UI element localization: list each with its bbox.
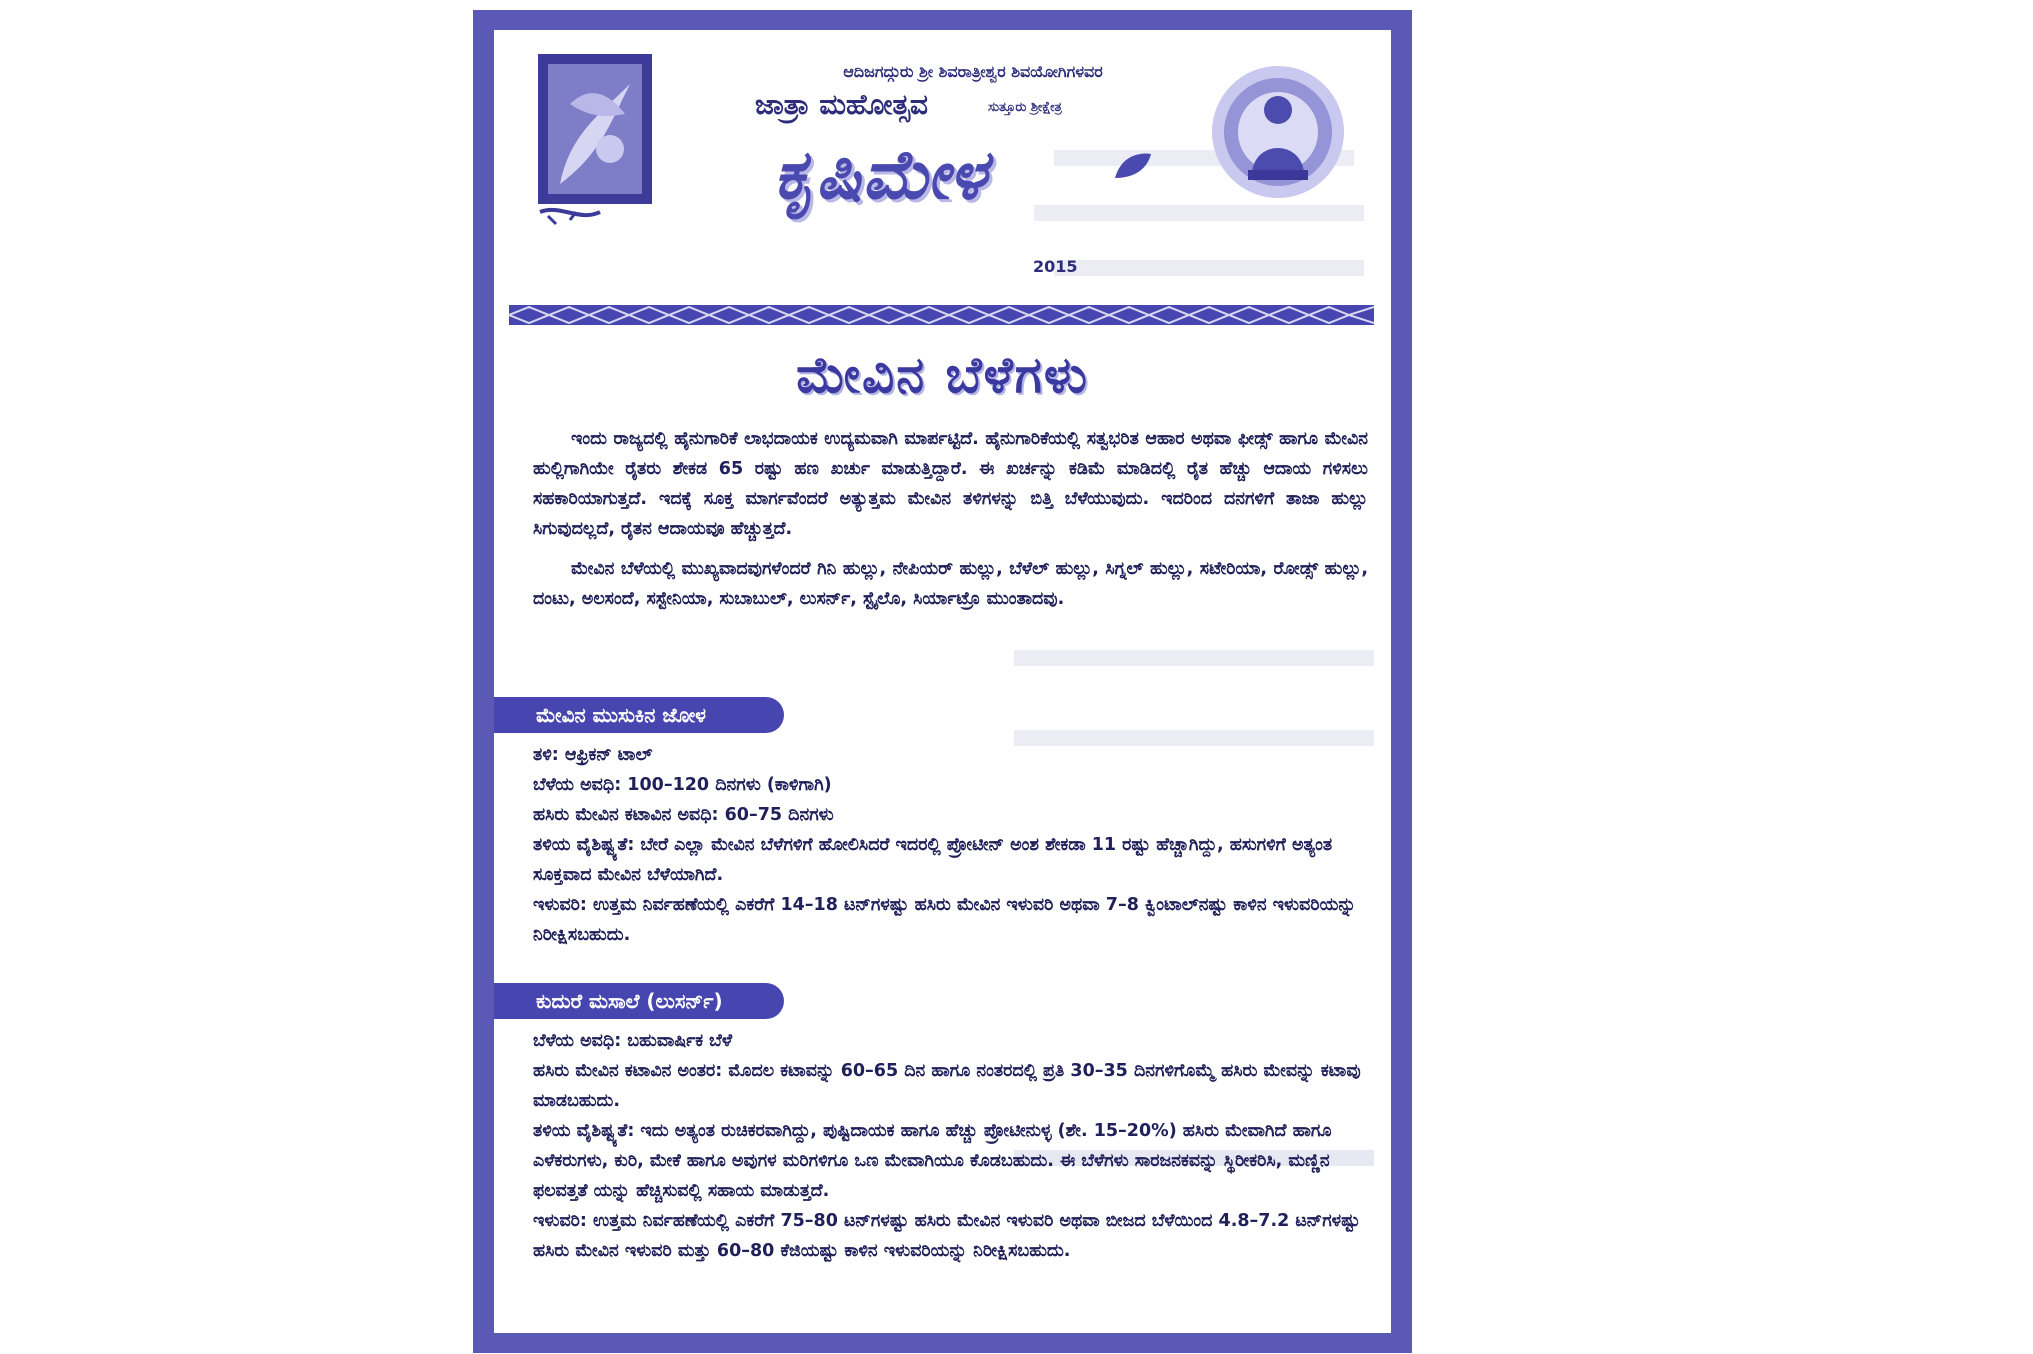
intro-text [533,424,1368,624]
decorative-leaf-artwork [530,44,660,234]
leaf-icon [1113,150,1153,180]
festival-place: ಸುತ್ತೂರು ಶ್ರೀಕ್ಷೇತ್ರ [988,100,1062,115]
flyer-page [473,10,1412,1353]
section-body-maize [533,740,1368,950]
bleed-through-line [1034,205,1364,221]
organizer-line: ಆದಿಜಗದ್ಗುರು ಶ್ರೀ ಶಿವರಾತ್ರೀಶ್ವರ ಶಿವಯೋಗಿಗಳವರ [843,62,1103,81]
section-heading-maize: ಮೇವಿನ ಮುಸುಕಿನ ಜೋಳ [494,697,784,733]
article-title: ಮೇವಿನ ಬೆಳೆಗಳು [796,346,1089,404]
section-heading-lucerne: ಕುದುರೆ ಮಸಾಲೆ (ಲುಸರ್ನ್) [494,983,784,1019]
detail-row: ಬೆಳೆಯ ಅವಧಿ: ಬಹುವಾರ್ಷಿಕ ಬೆಳೆ [533,1031,733,1051]
section-body-lucerne [533,1026,1368,1266]
festival-title: ಜಾತ್ರಾ ಮಹೋತ್ಸವ [755,88,928,121]
year-label: 2015 [1033,257,1078,276]
detail-row: ಬೆಳೆಯ ಅವಧಿ: 100–120 ದಿನಗಳು (ಕಾಳಿಗಾಗಿ) [533,775,832,795]
detail-row: ತಳಿಯ ವೈಶಿಷ್ಟ್ಯತೆ: ಇದು ಅತ್ಯಂತ ರುಚಿಕರವಾಗಿದ್ದು, ಪುಷ್ಟಿದಾಯಕ ಹಾಗೂ ಹೆಚ್ಚು ಪ್ರೋಟೀನುಳ್ಳ (ಶೇ. 15–20%) ಹಸಿರು ಮೇವಾಗಿದೆ ಹಾಗೂ ಎಳೆಕರುಗಳು, ಕುರಿ, ಮೇಕೆ ಹಾಗೂ ಅವುಗಳ ಮರಿಗಳಿಗೂ ಒಣ ಮೇವಾಗಿಯೂ ಕೊಡಬಹುದು. ಈ ಬೆಳೆಗಳು ಸಾರಜನಕವನ್ನು ಸ್ಥಿರೀಕರಿಸಿ, ಮಣ್ಣಿನ ಫಲವತ್ತತೆ ಯನ್ನು ಹೆಚ್ಚಿಸುವಲ್ಲಿ ಸಹಾಯ ಮಾಡುತ್ತದೆ. [533,1121,1332,1201]
detail-row: ತಳಿಯ ವೈಶಿಷ್ಟ್ಯತೆ: ಬೇರೆ ಎಲ್ಲಾ ಮೇವಿನ ಬೆಳೆಗಳಿಗೆ ಹೋಲಿಸಿದರೆ ಇದರಲ್ಲಿ ಪ್ರೋಟೀನ್ ಅಂಶ ಶೇಕಡಾ 11 ರಷ್ಟು ಹೆಚ್ಚಾಗಿದ್ದು, ಹಸುಗಳಿಗೆ ಅತ್ಯಂತ ಸೂಕ್ತವಾದ ಮೇವಿನ ಬೆಳೆಯಾಗಿದೆ. [533,835,1333,885]
krishimela-logo: ಕೃಷಿಮೇಳ [773,135,987,215]
detail-row: ಇಳುವರಿ: ಉತ್ತಮ ನಿರ್ವಹಣೆಯಲ್ಲಿ ಎಕರೆಗೆ 75–80 ಟನ್‌ಗಳಷ್ಟು ಹಸಿರು ಮೇವಿನ ಇಳುವರಿ ಅಥವಾ ಬೀಜದ ಬೆಳೆಯಿಂದ 4.8–7.2 ಟನ್‌ಗಳಷ್ಟು ಹಸಿರು ಮೇವಿನ ಇಳುವರಿ ಮತ್ತು 60–80 ಕೆಜಿಯಷ್ಟು ಕಾಳಿನ ಇಳುವರಿಯನ್ನು ನಿರೀಕ್ಷಿಸಬಹುದು. [533,1211,1360,1261]
detail-row: ಇಳುವರಿ: ಉತ್ತಮ ನಿರ್ವಹಣೆಯಲ್ಲಿ ಎಕರೆಗೆ 14–18 ಟನ್‌ಗಳಷ್ಟು ಹಸಿರು ಮೇವಿನ ಇಳುವರಿ ಅಥವಾ 7–8 ಕ್ವಿಂಟಾಲ್‌ನಷ್ಟು ಕಾಳಿನ ಇಳುವರಿಯನ್ನು ನಿರೀಕ್ಷಿಸಬಹುದು. [533,895,1356,945]
ornamental-border-band [509,302,1374,328]
intro-paragraph: ಇಂದು ರಾಜ್ಯದಲ್ಲಿ ಹೈನುಗಾರಿಕೆ ಲಾಭದಾಯಕ ಉದ್ಯಮವಾಗಿ ಮಾರ್ಪಟ್ಟಿದೆ. ಹೈನುಗಾರಿಕೆಯಲ್ಲಿ ಸತ್ವಭರಿತ ಆಹಾರ ಅಥವಾ ಫೀಡ್ಸ್ ಹಾಗೂ ಮೇವಿನ ಹುಲ್ಲಿಗಾಗಿಯೇ ರೈತರು ಶೇಕಡ 65 ರಷ್ಟು ಹಣ ಖರ್ಚು ಮಾಡುತ್ತಿದ್ದಾರೆ. ಈ ಖರ್ಚನ್ನು ಕಡಿಮೆ ಮಾಡಿದಲ್ಲಿ ರೈತ ಹೆಚ್ಚು ಆದಾಯ ಗಳಿಸಲು ಸಹಕಾರಿಯಾಗುತ್ತದೆ. ಇದಕ್ಕೆ ಸೂಕ್ತ ಮಾರ್ಗವೆಂದರೆ ಅತ್ಯುತ್ತಮ ಮೇವಿನ ತಳಿಗಳನ್ನು ಬಿತ್ತಿ ಬೆಳೆಯುವುದು. ಇದರಿಂದ ದನಗಳಿಗೆ ತಾಜಾ ಹುಲ್ಲು ಸಿಗುವುದಲ್ಲದೆ, ರೈತನ ಆದಾಯವೂ ಹೆಚ್ಚುತ್ತದೆ. [533,429,1368,539]
detail-row: ಹಸಿರು ಮೇವಿನ ಕಟಾವಿನ ಅವಧಿ: 60–75 ದಿನಗಳು [533,805,834,825]
detail-row: ತಳಿ: ಆಫ್ರಿಕನ್ ಟಾಲ್ [533,745,653,765]
intro-paragraph: ಮೇವಿನ ಬೆಳೆಯಲ್ಲಿ ಮುಖ್ಯವಾದವುಗಳೆಂದರೆ ಗಿನಿ ಹುಲ್ಲು, ನೇಪಿಯರ್ ಹುಲ್ಲು, ಬೆಳೆಲ್ ಹುಲ್ಲು, ಸಿಗ್ನಲ್ ಹುಲ್ಲು, ಸಟೇರಿಯಾ, ರೋಡ್ಸ್ ಹುಲ್ಲು, ದಂಟು, ಅಲಸಂದೆ, ಸಸ್ಟೇನಿಯಾ, ಸುಬಾಬುಲ್, ಲುಸರ್ನ್, ಸ್ಟೈಲೊ, ಸಿರ್ಯಾಟ್ರೊ ಮುಂತಾದವು. [533,559,1368,609]
swamiji-portrait-image [1208,62,1348,202]
bleed-through-line [1014,650,1374,666]
bleed-through-line [1054,260,1364,276]
detail-row: ಹಸಿರು ಮೇವಿನ ಕಟಾವಿನ ಅಂತರ: ಮೊದಲ ಕಟಾವನ್ನು 60–65 ದಿನ ಹಾಗೂ ನಂತರದಲ್ಲಿ ಪ್ರತಿ 30–35 ದಿನಗಳಿಗೊಮ್ಮೆ ಹಸಿರು ಮೇವನ್ನು ಕಟಾವು ಮಾಡಬಹುದು. [533,1061,1361,1111]
